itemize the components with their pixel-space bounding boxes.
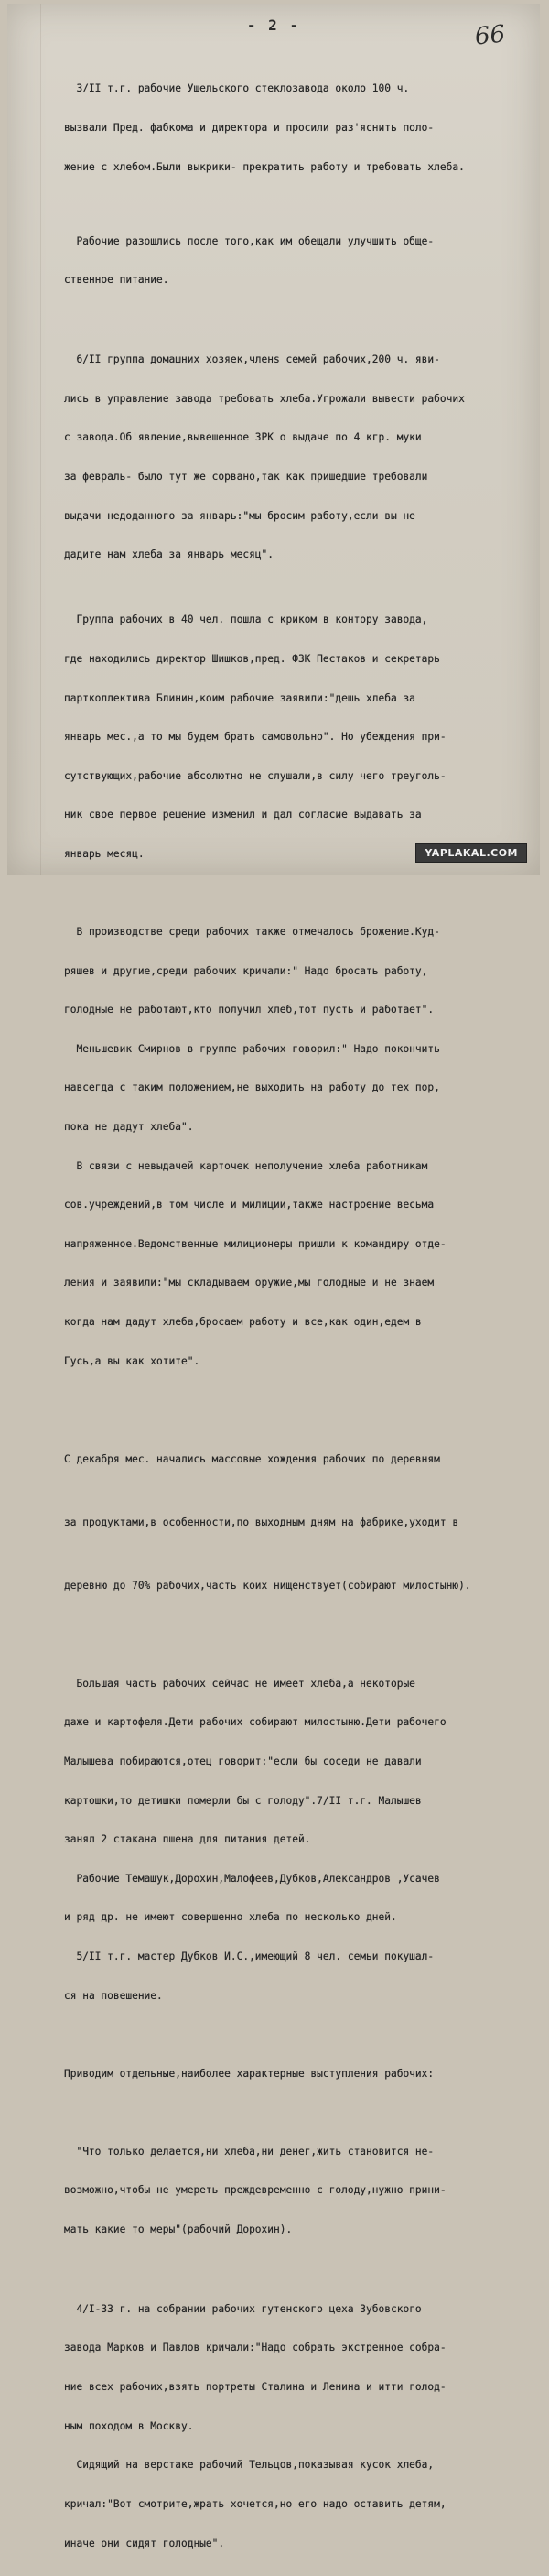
text-line: мать какие то меры"(рабочий Дорохин). bbox=[64, 2223, 293, 2235]
text-line: В производстве среди рабочих также отмечалось брожение.Куд- bbox=[64, 926, 440, 938]
text-line: Группа рабочих в 40 чел. пошла с криком в контору завода, bbox=[64, 614, 428, 626]
text-line: завода Марков и Павлов кричали:"Надо собрать экстренное собра- bbox=[64, 2342, 447, 2354]
archive-handwritten-number: 66 bbox=[473, 20, 507, 51]
paragraph bbox=[64, 2119, 540, 2262]
text-line: партколлектива Блинин,коим рабочие заявили:"дешь хлеба за bbox=[64, 691, 415, 704]
text-line: где находились директор Шишков,пред. ФЗК Пестаков и секретарь bbox=[64, 652, 440, 665]
paragraph bbox=[64, 1651, 540, 2028]
text-line: ник свое первое решение изменил и дал согласие выдавать за bbox=[64, 809, 422, 821]
text-line: возможно,чтобы не умереть преждевременно с голоду,нужно прини- bbox=[64, 2184, 447, 2197]
paragraph bbox=[64, 2277, 540, 2576]
text-line: занял 2 стакана пшена для питания детей. bbox=[64, 1833, 311, 1846]
text-line: кричал:"Вот смотрите,жрать хочется,но его надо оставить детям, bbox=[64, 2497, 447, 2510]
text-line: пока не дадут хлеба". bbox=[64, 1121, 194, 1134]
text-line: В связи с невыдачей карточек неполучение хлеба работникам bbox=[64, 1159, 428, 1172]
text-line: дадите нам хлеба за январь месяц". bbox=[64, 549, 274, 561]
text-line: Меньшевик Смирнов в группе рабочих говорил:" Надо покончить bbox=[64, 1042, 440, 1055]
text-line: 5/II т.г. мастер Дубков И.С.,имеющий 8 чел. семьи покушал- bbox=[64, 1950, 435, 1962]
text-line: жение с хлебом.Были выкрики- прекратить работу и требовать хлеба. bbox=[64, 160, 465, 173]
text-line: голодные не работают,кто получил хлеб,тот пусть и работает". bbox=[64, 1004, 435, 1016]
text-line: иначе они сидят голодные". bbox=[64, 2537, 225, 2549]
text-line: ления и заявили:"мы складываем оружие,мы голодные и не знаем bbox=[64, 1277, 435, 1289]
paragraph bbox=[64, 2041, 540, 2106]
text-line: даже и картофеля.Дети рабочих собирают милостыню.Дети рабочего bbox=[64, 1716, 447, 1729]
text-line: "Что только делается,ни хлеба,ни денег,жить становится не- bbox=[64, 2145, 435, 2158]
document-page bbox=[7, 4, 540, 2549]
text-line: Рабочие Темащук,Дорохин,Малофеев,Дубков,Александров ,Усачев bbox=[64, 1872, 440, 1885]
text-line: ся на повешение. bbox=[64, 1989, 163, 2002]
paragraph bbox=[64, 209, 540, 313]
paragraph bbox=[64, 588, 540, 887]
text-line: 3/II т.г. рабочие Ушельского стеклозавода около 100 ч. bbox=[64, 82, 410, 95]
text-line: когда нам дадут хлеба,бросаем работу и все,как один,едем в bbox=[64, 1316, 422, 1329]
site-watermark: YAPLAKAL.COM bbox=[415, 843, 527, 863]
text-line: ственное питание. bbox=[64, 274, 169, 287]
text-line: С декабря мес. начались массовые хождения рабочих по деревням bbox=[64, 1453, 440, 1466]
text-line: 4/I-33 г. на собрании рабочих гутенского цеха Зубовского bbox=[64, 2302, 422, 2315]
paragraph bbox=[64, 1407, 540, 1638]
text-line: за продуктами,в особенности,по выходным дням на фабрике,уходит в bbox=[64, 1516, 459, 1529]
text-line: сов.учреждений,в том числе и милиции,также настроение весьма bbox=[64, 1199, 435, 1212]
text-line: выдачи недоданного за январь:"мы бросим работу,если вы не bbox=[64, 509, 415, 522]
text-line: Большая часть рабочих сейчас не имеет хлеба,а некоторые bbox=[64, 1677, 415, 1690]
text-line: Гусь,а вы как хотите". bbox=[64, 1354, 200, 1367]
text-line: ряшев и другие,среди рабочих кричали:" Надо бросать работу, bbox=[64, 964, 428, 977]
text-line: с завода.Об'явление,вывешенное ЗРК о выдаче по 4 кгр. муки bbox=[64, 431, 422, 444]
text-line: ным походом в Москву. bbox=[64, 2419, 194, 2432]
text-line: январь месяц. bbox=[64, 847, 145, 860]
text-line: Рабочие разошлись после того,как им обещали улучшить обще- bbox=[64, 234, 435, 247]
text-line: ние всех рабочих,взять портреты Сталина и Ленина и итти голод- bbox=[64, 2381, 447, 2394]
text-line: январь мес.,а то мы будем брать самовольно". Но убеждения при- bbox=[64, 731, 447, 744]
paragraph bbox=[64, 328, 540, 588]
paragraph bbox=[64, 900, 540, 1395]
text-line: Сидящий на верстаке рабочий Тельцов,показывая кусок хлеба, bbox=[64, 2459, 435, 2472]
text-line: лись в управление завода требовать хлеба.Угрожали вывести рабочих bbox=[64, 392, 465, 405]
text-line: за февраль- было тут же сорвано,так как пришедшие требовали bbox=[64, 471, 428, 484]
text-line: 6/II группа домашних хозяек,членs семей рабочих,200 ч. яви- bbox=[64, 353, 440, 366]
page-number: - 2 - bbox=[246, 16, 301, 34]
text-line: Малышева побираются,отец говорит:"если бы соседи не давали bbox=[64, 1755, 422, 1767]
text-line: вызвали Пред. фабкома и директора и просили раз'яснить поло- bbox=[64, 122, 435, 135]
text-line: и ряд др. не имеют совершенно хлеба по несколько дней. bbox=[64, 1911, 397, 1924]
text-line: Приводим отдельные,наиболее характерные выступления рабочих: bbox=[64, 2067, 435, 2080]
text-line: навсегда с таким положением,не выходить на работу до тех пор, bbox=[64, 1081, 440, 1094]
text-line: картошки,то детишки померли бы с голоду".7/II т.г. Малышев bbox=[64, 1794, 422, 1807]
margin-fold bbox=[40, 4, 41, 875]
text-line: сутствующих,рабочие абсолютно не слушали,в силу чего треуголь- bbox=[64, 769, 447, 782]
text-line: напряженное.Ведомственные милиционеры пришли к командиру отде- bbox=[64, 1237, 447, 1250]
text-line: деревню до 70% рабочих,часть коих нищенствует(собирают милостыню). bbox=[64, 1580, 471, 1592]
paragraph bbox=[64, 57, 540, 200]
